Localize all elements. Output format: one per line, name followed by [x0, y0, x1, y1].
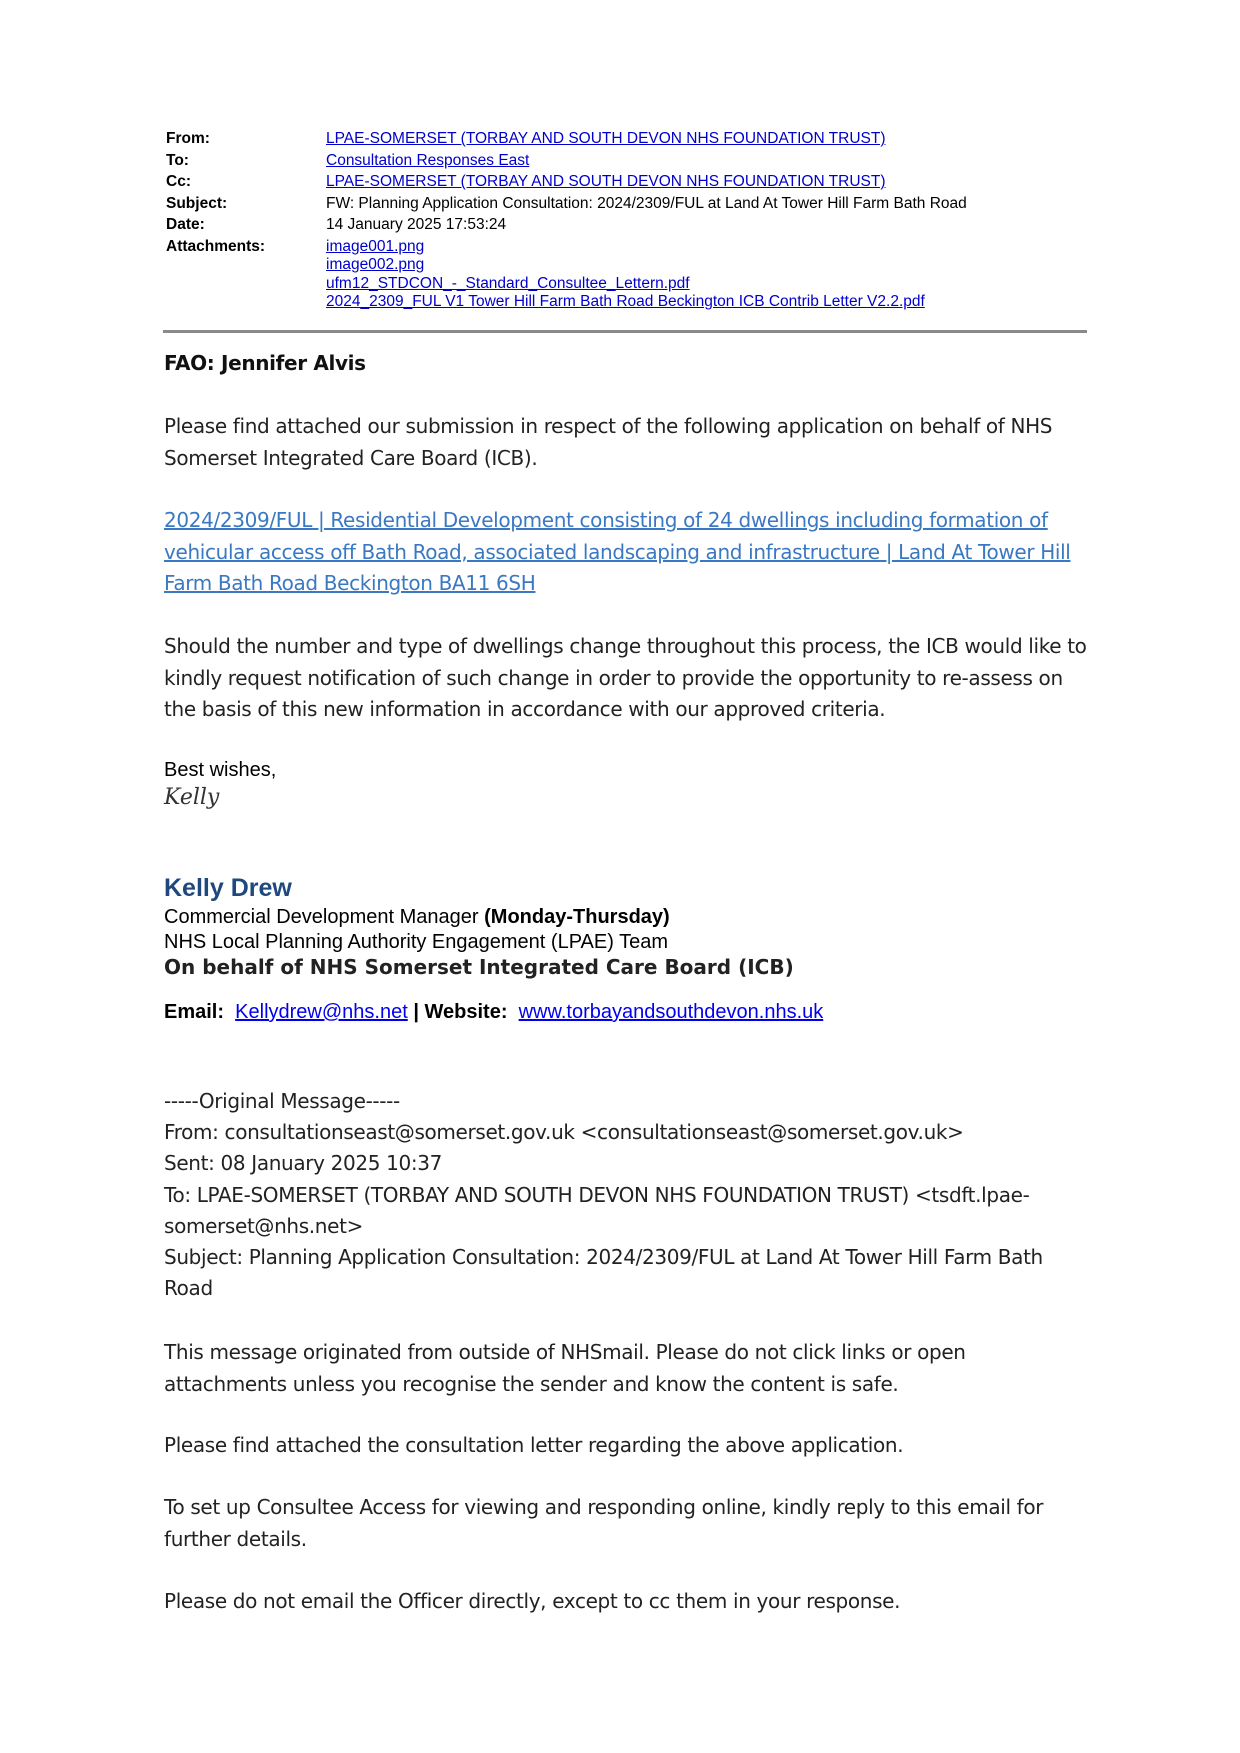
cc-row — [166, 173, 1086, 195]
officer-contact-paragraph: Please do not email the Officer directly, except to cc them in your response. — [164, 1589, 901, 1613]
attachment-link[interactable]: ufm12_STDCON_-_Standard_Consultee_Lettern.pdf — [326, 274, 690, 292]
original-subject: Subject: Planning Application Consultation: 2024/2309/FUL at Land At Tower Hill Farm Bath Road — [164, 1245, 1043, 1301]
signature-block — [164, 874, 823, 1025]
to-row — [166, 152, 1086, 174]
original-heading: -----Original Message----- — [164, 1089, 400, 1113]
website-link[interactable]: www.torbayandsouthdevon.nhs.uk — [518, 1001, 824, 1023]
to-link[interactable]: Consultation Responses East — [326, 151, 530, 169]
from-link[interactable]: LPAE-SOMERSET (TORBAY AND SOUTH DEVON NHS FOUNDATION TRUST) — [326, 130, 886, 147]
signature-behalf: On behalf of NHS Somerset Integrated Care Board (ICB) — [164, 955, 794, 979]
to-label: To: — [166, 151, 189, 169]
subject-row — [166, 195, 1086, 217]
date-value: 14 January 2025 17:53:24 — [326, 216, 507, 233]
subject-value: FW: Planning Application Consultation: 2024/2309/FUL at Land At Tower Hill Farm Bath Road — [326, 194, 967, 212]
change-request-paragraph: Should the number and type of dwellings change throughout this process, the ICB would like to kindly request notification of such change in order to provide the opportunity to re-assess on the basis of this new information in accordance with our approved criteria. — [164, 634, 1087, 721]
signature-contact — [164, 1000, 823, 1025]
application-link[interactable]: 2024/2309/FUL | Residential Development consisting of 24 dwellings including formation of vehicular access off Bath Road, associated landscaping and infrastructure | Land At Tower Hill Farm Bath Road Beckington BA11 6SH — [164, 508, 1071, 595]
intro-paragraph: Please find attached our submission in respect of the following application on behalf of NHS Somerset Integrated Care Board (ICB). — [164, 414, 1053, 470]
from-label: From: — [166, 130, 210, 147]
closing-text: Best wishes, — [164, 759, 277, 781]
original-from: From: consultationseast@somerset.gov.uk <consultationseast@somerset.gov.uk> — [164, 1120, 964, 1145]
original-message-header — [164, 1086, 1094, 1304]
closing-block — [164, 758, 276, 810]
handwritten-signature: Kelly — [164, 785, 220, 810]
role-days: (Monday-Thursday) — [484, 906, 670, 928]
signature-name: Kelly Drew — [164, 874, 292, 902]
website-label: Website: — [424, 1001, 508, 1023]
from-row — [166, 130, 1086, 152]
fao-line: FAO: Jennifer Alvis — [164, 351, 366, 375]
attachment-link[interactable]: image002.png — [326, 256, 425, 273]
date-row — [166, 216, 1086, 238]
original-sent: Sent: 08 January 2025 10:37 — [164, 1151, 443, 1176]
attachment-link[interactable]: image001.png — [326, 237, 425, 255]
cc-link[interactable]: LPAE-SOMERSET (TORBAY AND SOUTH DEVON NHS FOUNDATION TRUST) — [326, 173, 886, 190]
email-label: Email: — [164, 1001, 225, 1023]
email-header — [166, 130, 1086, 310]
application-link-paragraph — [164, 505, 1094, 600]
signature-role — [164, 905, 823, 930]
header-divider — [163, 330, 1087, 333]
original-to: To: LPAE-SOMERSET (TORBAY AND SOUTH DEVON NHS FOUNDATION TRUST) <tsdft.lpae-somerset@nhs.net> — [164, 1182, 1030, 1238]
attachments-label: Attachments: — [166, 237, 266, 255]
consultation-letter-paragraph: Please find attached the consultation letter regarding the above application. — [164, 1433, 904, 1457]
attachment-link[interactable]: 2024_2309_FUL V1 Tower Hill Farm Bath Road Beckington ICB Contrib Letter V2.2.pdf — [326, 293, 925, 310]
signature-team: NHS Local Planning Authority Engagement (LPAE) Team — [164, 931, 668, 953]
attachments-row — [166, 237, 1086, 310]
contact-separator: | — [413, 1001, 419, 1023]
date-label: Date: — [166, 216, 205, 233]
consultee-access-paragraph: To set up Consultee Access for viewing and responding online, kindly reply to this email for further details. — [164, 1495, 1044, 1551]
external-warning: This message originated from outside of NHSmail. Please do not click links or open attachments unless you recognise the sender and know the content is safe. — [164, 1340, 966, 1396]
subject-label: Subject: — [166, 194, 228, 212]
email-link[interactable]: Kellydrew@nhs.net — [235, 1001, 408, 1023]
role-text: Commercial Development Manager — [164, 906, 479, 928]
attachments-list — [326, 238, 925, 312]
cc-label: Cc: — [166, 173, 191, 190]
